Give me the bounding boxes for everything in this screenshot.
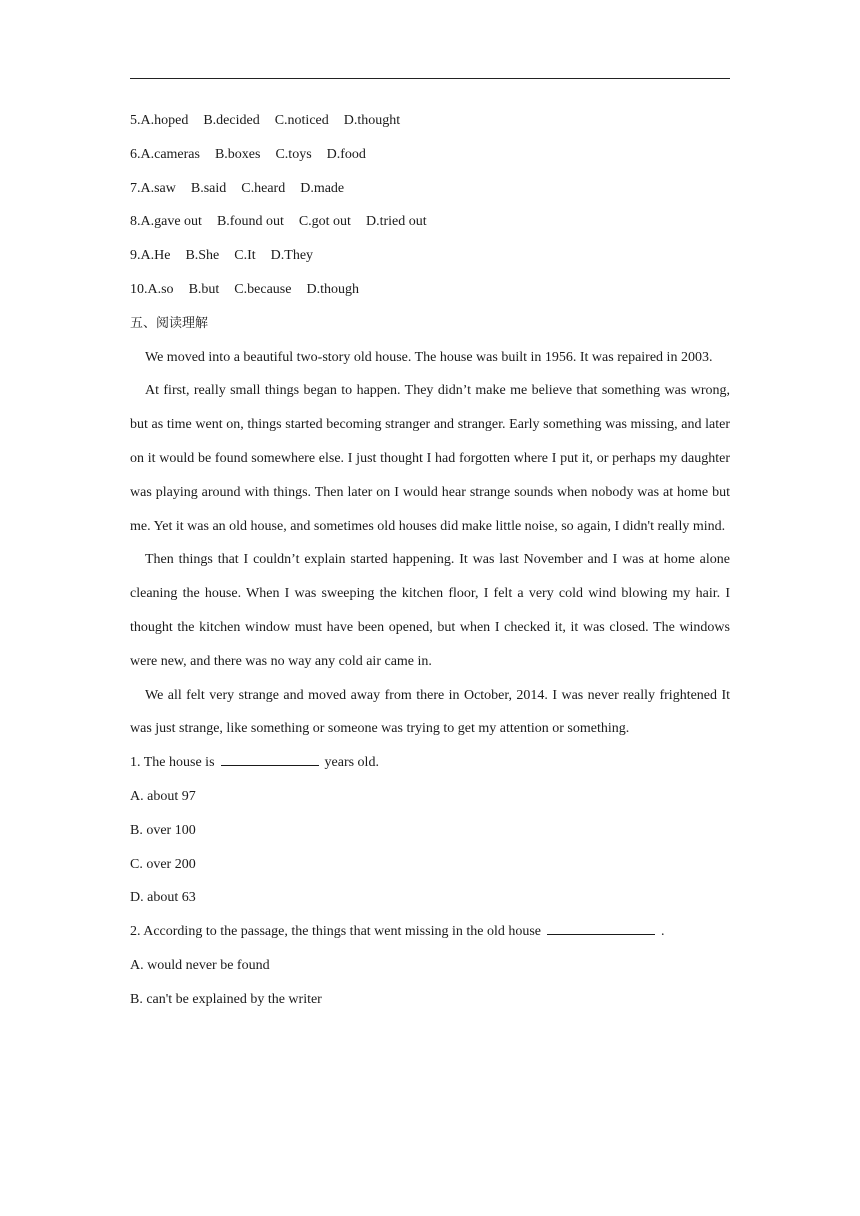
option: D.made (300, 180, 345, 196)
option: C.heard (241, 180, 286, 196)
option: A.hoped (140, 113, 189, 128)
option: D.though (306, 281, 359, 297)
stem-text: 1. The house is (130, 755, 215, 771)
cloze-option-row (130, 104, 730, 138)
question-1 (130, 746, 730, 915)
option: D.They (270, 248, 314, 264)
cloze-options-list (130, 104, 730, 307)
answer-choice: B. can't be explained by the writer (130, 991, 322, 1007)
cloze-option-row (130, 172, 730, 206)
answer-choice: A. about 97 (130, 788, 196, 804)
cloze-option-row (130, 138, 730, 172)
option: A.so (147, 281, 174, 297)
answer-choice: C. over 200 (130, 856, 196, 872)
reading-passage (130, 341, 730, 747)
passage-paragraph: Then things that I couldn’t explain started happening. It was last November and I was at home alone cleaning the house. When I was sweeping the kitchen floor, I felt a very cold wind blowing my hair. I thought the kitchen window must have been opened, but when I checked it, it was closed. The windows were new, and there was no way any cold air came in. (130, 552, 730, 669)
option: A.cameras (140, 146, 200, 162)
option: D.thought (343, 113, 401, 128)
question-number: 6. (130, 146, 141, 162)
option: C.It (234, 248, 256, 264)
question-number: 8. (130, 214, 141, 230)
option: C.noticed (274, 113, 329, 128)
header-rule (130, 78, 730, 79)
question-number: 5. (130, 113, 141, 128)
cloze-option-row (130, 273, 730, 307)
option: B.decided (203, 113, 260, 128)
option: C.got out (298, 214, 351, 230)
stem-text: years old. (324, 755, 379, 771)
question-number: 7. (130, 180, 141, 196)
answer-choice: A. would never be found (130, 957, 270, 973)
section-title: 五、阅读理解 (130, 315, 209, 331)
question-stem (130, 915, 730, 949)
cloze-option-row (130, 239, 730, 273)
option: A.He (140, 248, 171, 264)
option: D.tried out (365, 214, 427, 230)
document-content (130, 104, 730, 1017)
question-stem (130, 746, 730, 780)
option: B.said (190, 180, 227, 196)
answer-choice: B. over 100 (130, 822, 196, 838)
answer-blank[interactable] (547, 919, 655, 935)
option: D.food (326, 146, 366, 162)
stem-text: . (661, 924, 665, 940)
answer-choice: D. about 63 (130, 890, 196, 906)
answer-blank[interactable] (221, 750, 319, 766)
option: C.toys (275, 146, 312, 162)
option: A.gave out (140, 214, 202, 230)
stem-text: 2. According to the passage, the things that went missing in the old house (130, 924, 541, 940)
option: C.because (234, 281, 292, 297)
option: B.She (185, 248, 220, 264)
question-number: 9. (130, 248, 141, 264)
cloze-option-row (130, 205, 730, 239)
option: A.saw (140, 180, 176, 196)
option: B.but (188, 281, 220, 297)
passage-paragraph: At first, really small things began to happen. They didn’t make me believe that something was wrong, but as time went on, things started becoming stranger and stranger. Early something was missing, and later on it would be found somewhere else. I just thought I had forgotten where I put it, or perhaps my daughter was playing around with things. Then later on I would hear strange sounds when nobody was at home but me. Yet it was an old house, and sometimes old houses did make little noise, so again, I didn't really mind. (130, 383, 730, 534)
option: B.found out (216, 214, 284, 230)
passage-paragraph: We all felt very strange and moved away from there in October, 2014. I was never really frightened It was just strange, like something or someone was trying to get my attention or something. (130, 687, 730, 737)
question-2 (130, 915, 730, 1016)
question-number: 10. (130, 281, 148, 297)
passage-paragraph: We moved into a beautiful two-story old house. The house was built in 1956. It was repaired in 2003. (145, 349, 713, 365)
option: B.boxes (214, 146, 261, 162)
